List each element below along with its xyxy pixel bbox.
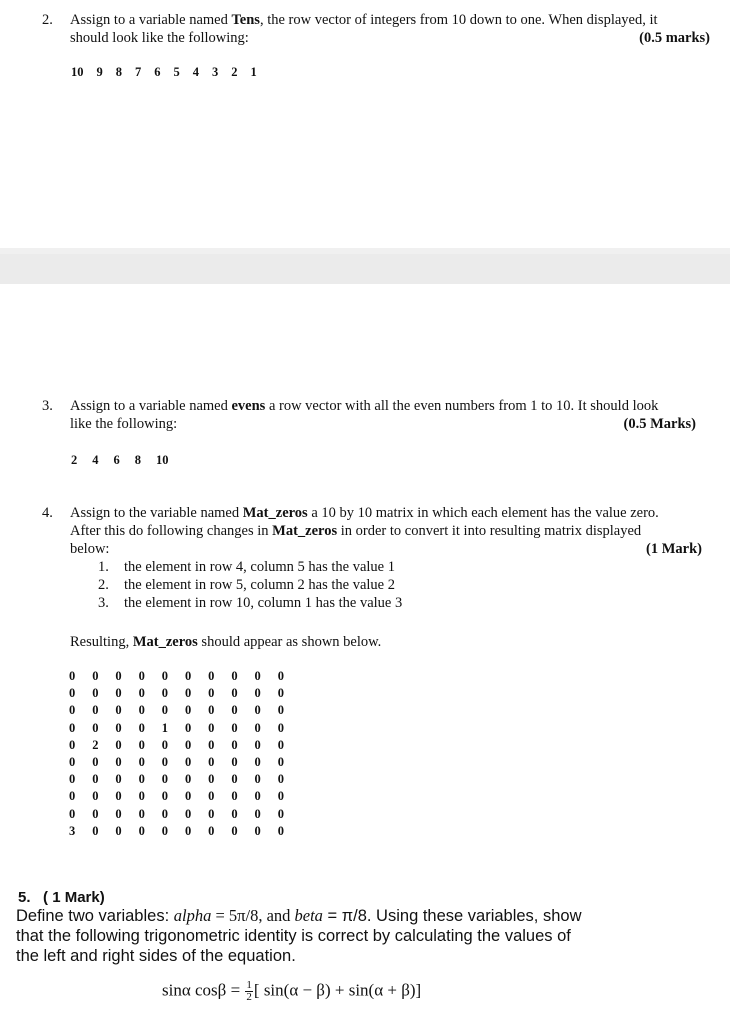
matrix-cell: 0 (184, 737, 192, 752)
matrix-row (69, 720, 301, 737)
q5-number: 5. (18, 889, 31, 906)
matrix-cell: 0 (115, 806, 122, 821)
matrix-cell: 0 (208, 755, 215, 770)
matrix-cell: 0 (161, 772, 168, 787)
q3-variable-name: evens (231, 398, 266, 414)
matrix-cell: 0 (208, 669, 215, 684)
q3-marks: (0.5 Marks) (623, 416, 696, 432)
vector-element: 10 (156, 453, 169, 467)
q4-text-line1: Assign to the variable named Mat_zeros a 10 by 10 matrix in which each element has the value zero. (70, 505, 659, 521)
matrix-cell: 0 (69, 755, 76, 770)
matrix-cell: 0 (69, 789, 76, 804)
q2-vector (71, 65, 270, 80)
matrix-cell: 3 (69, 823, 76, 838)
matrix-cell: 0 (254, 737, 261, 752)
matrix-cell: 0 (208, 806, 215, 821)
matrix-cell: 0 (161, 806, 168, 821)
vector-element: 3 (212, 65, 219, 79)
q4-number: 4. (42, 505, 53, 521)
matrix-cell: 0 (277, 823, 284, 838)
q5-text-line1: Define two variables: alpha = 5π/8, and beta = π/8. Using these variables, show (16, 906, 582, 925)
matrix-row (69, 685, 301, 702)
q5-marks: ( 1 Mark) (43, 889, 105, 906)
trig-identity-equation: sinα cosβ = $\frac{1}{2}$ [ sin(α − β) + sin(α + β)] (162, 979, 422, 1003)
matrix-cell: 0 (161, 737, 168, 752)
matrix-cell: 0 (254, 669, 261, 684)
vector-element: 6 (113, 453, 120, 467)
matrix-row (69, 668, 301, 685)
matrix-row (69, 806, 301, 823)
matrix-cell: 0 (115, 789, 122, 804)
matrix-row (69, 788, 301, 805)
matrix-cell: 0 (184, 669, 192, 684)
matrix-cell: 0 (254, 823, 261, 838)
one-half-fraction: $\frac{1}{2}$ (246, 979, 252, 1003)
q2-text-line1: Assign to a variable named Tens, the row vector of integers from 10 down to one. When displayed, it (70, 12, 658, 28)
vector-element: 4 (92, 453, 99, 467)
matrix-cell: 0 (138, 720, 145, 735)
matrix-cell: 0 (69, 806, 76, 821)
matrix-cell: 0 (138, 755, 145, 770)
matrix-cell: 0 (92, 669, 99, 684)
q3-text-line2: like the following: (70, 416, 178, 432)
matrix-cell: 0 (277, 772, 284, 787)
matrix-cell: 0 (208, 789, 215, 804)
matrix-cell: 0 (208, 823, 215, 838)
q4-marks: (1 Mark) (646, 541, 702, 557)
q5-text-line3: the left and right sides of the equation. (16, 947, 296, 965)
q5-header (18, 888, 105, 908)
matrix-cell: 0 (138, 669, 145, 684)
matrix-cell: 0 (69, 703, 76, 718)
matrix-cell: 0 (69, 772, 76, 787)
matrix-row (69, 771, 301, 788)
matrix-cell: 0 (231, 737, 238, 752)
matrix-cell: 0 (69, 669, 76, 684)
matrix-cell: 2 (92, 737, 99, 752)
q3-number: 3. (42, 398, 53, 414)
matrix-cell: 0 (161, 823, 168, 838)
page-gap (0, 254, 730, 284)
matrix-cell: 0 (92, 789, 99, 804)
matrix-cell: 0 (231, 806, 238, 821)
equation-lhs: sinα cosβ (162, 980, 227, 1000)
matrix-cell: 0 (138, 703, 145, 718)
vector-element: 8 (115, 65, 122, 79)
matrix-cell: 0 (277, 806, 284, 821)
matrix-row (69, 702, 301, 719)
matrix-cell: 0 (138, 823, 145, 838)
matrix-cell: 0 (254, 806, 261, 821)
vector-element: 1 (250, 65, 257, 79)
matrix-cell: 0 (92, 703, 99, 718)
matrix-cell: 0 (115, 669, 122, 684)
matrix-cell: 0 (161, 755, 168, 770)
q4-text-line2: After this do following changes in Mat_zeros in order to convert it into resulting matrix displayed (70, 523, 642, 539)
matrix-cell: 0 (254, 789, 261, 804)
matrix-cell: 0 (115, 686, 122, 701)
matrix-cell: 0 (69, 686, 76, 701)
matrix-cell: 0 (161, 669, 168, 684)
matrix-cell: 0 (115, 737, 122, 752)
q2-variable-name: Tens (231, 12, 260, 28)
matrix-cell: 0 (277, 669, 284, 684)
matrix-cell: 0 (161, 686, 168, 701)
matrix-cell: 0 (184, 720, 192, 735)
matrix-cell: 0 (115, 755, 122, 770)
matrix-cell: 0 (138, 806, 145, 821)
matrix-cell: 0 (184, 703, 192, 718)
matrix-cell: 0 (231, 669, 238, 684)
matrix-cell: 0 (277, 720, 284, 735)
matrix-cell: 0 (208, 703, 215, 718)
matrix-cell: 0 (161, 789, 168, 804)
matrix-cell: 0 (231, 789, 238, 804)
matrix-row (69, 737, 301, 754)
matrix-cell: 0 (277, 755, 284, 770)
q3-text-line1: Assign to a variable named evens a row vector with all the even numbers from 1 to 10. It should look (70, 398, 659, 414)
matrix-cell: 0 (184, 755, 192, 770)
matrix-cell: 0 (277, 686, 284, 701)
vector-element: 8 (134, 453, 141, 467)
q4-result-caption: Resulting, Mat_zeros should appear as shown below. (70, 634, 382, 650)
matrix-cell: 0 (208, 720, 215, 735)
matrix-cell: 0 (69, 737, 76, 752)
matrix-cell: 0 (231, 772, 238, 787)
matrix-cell: 0 (92, 755, 99, 770)
matrix-cell: 0 (254, 772, 261, 787)
matrix-cell: 0 (138, 686, 145, 701)
matrix-cell: 0 (184, 686, 192, 701)
matrix-cell: 0 (277, 737, 284, 752)
q4-text-line3: below: (70, 541, 110, 557)
matrix-row (69, 754, 301, 771)
matrix-cell: 0 (231, 720, 238, 735)
matrix-cell: 0 (254, 720, 261, 735)
matrix-cell: 0 (231, 755, 238, 770)
vector-element: 4 (192, 65, 199, 79)
vector-element: 10 (71, 65, 84, 79)
matrix-cell: 0 (92, 772, 99, 787)
matrix-cell: 0 (92, 823, 99, 838)
matrix-cell: 0 (138, 789, 145, 804)
matrix-cell: 0 (92, 806, 99, 821)
matrix-cell: 0 (184, 806, 192, 821)
matrix-cell: 1 (161, 720, 168, 735)
equation-rhs: [ sin(α − β) + sin(α + β)] (253, 980, 422, 1000)
matrix-cell: 0 (138, 772, 145, 787)
vector-element: 5 (173, 65, 180, 79)
matrix-cell: 0 (184, 823, 192, 838)
matrix-cell: 0 (231, 686, 238, 701)
vector-element: 2 (231, 65, 238, 79)
matrix-cell: 0 (115, 772, 122, 787)
q3-vector (71, 453, 184, 468)
vector-element: 2 (71, 453, 78, 467)
q2-text-line2: should look like the following: (70, 30, 249, 46)
matrix-cell: 0 (277, 789, 284, 804)
q4-variable-name: Mat_zeros (242, 505, 308, 521)
matrix-cell: 0 (231, 823, 238, 838)
matrix-cell: 0 (277, 703, 284, 718)
matrix-cell: 0 (115, 703, 122, 718)
q4-step-2: 2. the element in row 5, column 2 has the value 2 (98, 577, 395, 593)
matrix-cell: 0 (184, 772, 192, 787)
matrix-cell: 0 (161, 703, 168, 718)
matrix-cell: 0 (115, 823, 122, 838)
matrix-cell: 0 (254, 686, 261, 701)
q5-text-line2: that the following trigonometric identity is correct by calculating the values of (16, 927, 571, 945)
vector-element: 6 (154, 65, 161, 79)
matrix-cell: 0 (231, 703, 238, 718)
q2-number: 2. (42, 12, 53, 28)
vector-element: 7 (135, 65, 142, 79)
matrix-cell: 0 (92, 720, 99, 735)
matrix-cell: 0 (254, 755, 261, 770)
vector-element: 9 (96, 65, 103, 79)
matrix-cell: 0 (208, 772, 215, 787)
matrix-cell: 0 (115, 720, 122, 735)
q2-marks: (0.5 marks) (639, 30, 710, 46)
q4-step-3: 3. the element in row 10, column 1 has the value 3 (98, 595, 403, 611)
matrix-cell: 0 (92, 686, 99, 701)
matrix-cell: 0 (138, 737, 145, 752)
matrix-cell: 0 (69, 720, 76, 735)
matrix-cell: 0 (254, 703, 261, 718)
matrix-cell: 0 (208, 737, 215, 752)
matrix-cell: 0 (208, 686, 215, 701)
matrix-row (69, 823, 301, 840)
matrix-cell: 0 (184, 789, 192, 804)
q4-matrix (69, 668, 301, 840)
q4-step-1: 1. the element in row 4, column 5 has the value 1 (98, 559, 395, 575)
